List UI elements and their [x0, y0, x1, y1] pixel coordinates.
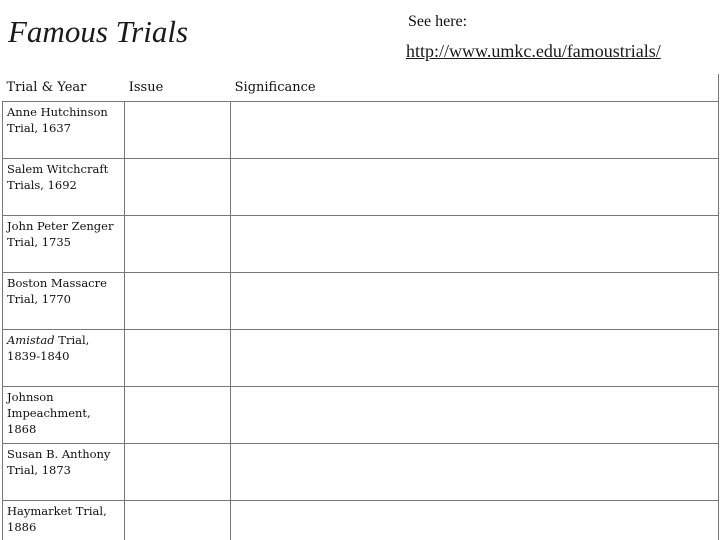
significance-cell[interactable]: [231, 330, 719, 387]
issue-cell[interactable]: [125, 330, 231, 387]
trials-table: [2, 74, 719, 540]
trial-name-rest: Trial, 1839-1840: [7, 333, 90, 363]
header-trial-year: Trial & Year: [3, 74, 125, 102]
issue-cell[interactable]: [125, 387, 231, 444]
header-significance: Significance: [231, 74, 719, 102]
table-row: [3, 387, 719, 444]
significance-cell[interactable]: [231, 387, 719, 444]
table-row: [3, 102, 719, 159]
table-row: [3, 330, 719, 387]
table-row: [3, 159, 719, 216]
header-issue: Issue: [125, 74, 231, 102]
trial-name-italic: Amistad: [7, 333, 55, 347]
significance-cell[interactable]: [231, 273, 719, 330]
significance-cell[interactable]: [231, 501, 719, 540]
trial-cell: Haymarket Trial, 1886: [3, 501, 125, 540]
table-row: [3, 273, 719, 330]
significance-cell[interactable]: [231, 444, 719, 501]
trial-cell: John Peter Zenger Trial, 1735: [3, 216, 125, 273]
trial-cell: [3, 330, 125, 387]
significance-cell[interactable]: [231, 102, 719, 159]
significance-cell[interactable]: [231, 159, 719, 216]
issue-cell[interactable]: [125, 273, 231, 330]
significance-cell[interactable]: [231, 216, 719, 273]
slide-title: Famous Trials: [8, 14, 189, 49]
issue-cell[interactable]: [125, 501, 231, 540]
issue-cell[interactable]: [125, 444, 231, 501]
issue-cell[interactable]: [125, 102, 231, 159]
issue-cell[interactable]: [125, 216, 231, 273]
famous-trials-link[interactable]: http://www.umkc.edu/famoustrials/: [406, 41, 661, 61]
trial-cell: Johnson Impeachment, 1868: [3, 387, 125, 444]
issue-cell[interactable]: [125, 159, 231, 216]
table-header-row: [3, 74, 719, 102]
table-row: [3, 501, 719, 540]
see-here-label: See here:: [408, 13, 468, 30]
table-row: [3, 216, 719, 273]
trial-cell: Boston Massacre Trial, 1770: [3, 273, 125, 330]
trial-cell: Anne Hutchinson Trial, 1637: [3, 102, 125, 159]
trial-cell: Susan B. Anthony Trial, 1873: [3, 444, 125, 501]
table-row: [3, 444, 719, 501]
trial-cell: Salem Witchcraft Trials, 1692: [3, 159, 125, 216]
